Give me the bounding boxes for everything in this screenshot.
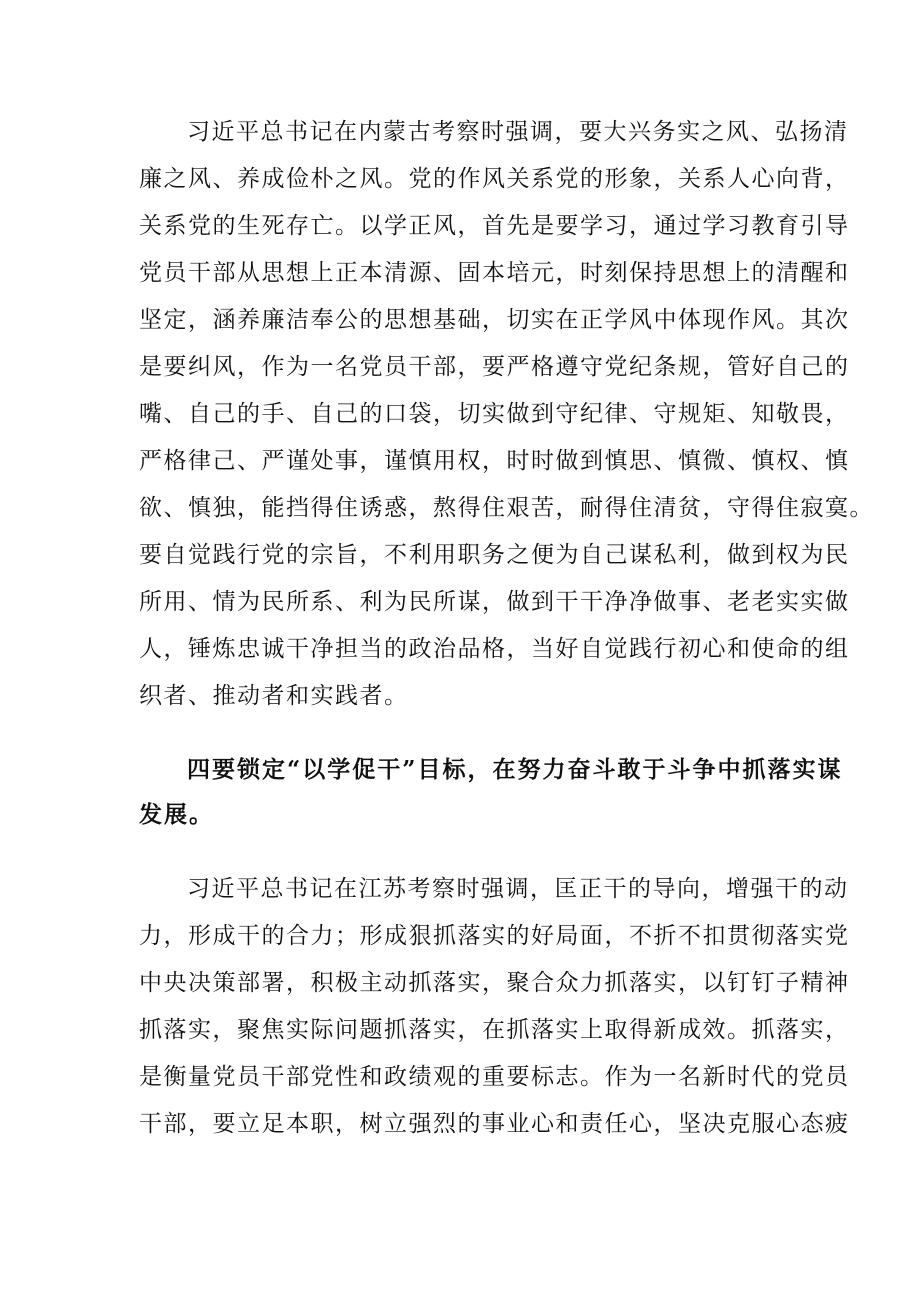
- paragraph-line: 干部，要立足本职，树立强烈的事业心和责任心，坚决克服心态疲: [139, 1111, 850, 1137]
- paragraph-line: 所用、情为民所系、利为民所谋，做到干干净净做事、老老实实做: [139, 589, 850, 615]
- paragraph-line: 欲、慎独，能挡得住诱惑，熬得住艰苦，耐得住清贫，守得住寂寞。: [139, 495, 874, 521]
- heading-line: 四要锁定“以学促干”目标，在努力奋斗敢于斗争中抓落实谋: [187, 756, 843, 783]
- paragraph-line: 人，锤炼忠诚干净担当的政治品格，当好自觉践行初心和使命的组: [139, 636, 850, 662]
- paragraph-line: 关系党的生死存亡。以学正风，首先是要学习，通过学习教育引导: [139, 213, 850, 239]
- paragraph-line: 习近平总书记在内蒙古考察时强调，要大兴务实之风、弘扬清: [187, 119, 849, 145]
- paragraph-line: 廉之风、养成俭朴之风。党的作风关系党的形象，关系人心向背，: [139, 166, 850, 192]
- paragraph-line: 是要纠风，作为一名党员干部，要严格遵守党纪条规，管好自己的: [139, 354, 850, 380]
- paragraph-line: 是衡量党员干部党性和政绩观的重要标志。作为一名新时代的党员: [139, 1064, 850, 1090]
- paragraph-line: 坚定，涵养廉洁奉公的思想基础，切实在正学风中体现作风。其次: [139, 307, 850, 333]
- paragraph-line: 抓落实，聚焦实际问题抓落实，在抓落实上取得新成效。抓落实，: [139, 1017, 850, 1043]
- paragraph-line: 嘴、自己的手、自己的口袋，切实做到守纪律、守规矩、知敬畏，: [139, 401, 850, 427]
- paragraph-line: 中央决策部署，积极主动抓落实，聚合众力抓落实，以钉钉子精神: [139, 970, 850, 996]
- paragraph-line: 习近平总书记在江苏考察时强调，匡正干的导向，增强干的动: [187, 876, 849, 902]
- paragraph-line: 党员干部从思想上正本清源、固本培元，时刻保持思想上的清醒和: [139, 260, 850, 286]
- paragraph-line: 力，形成干的合力；形成狠抓落实的好局面，不折不扣贯彻落实党: [139, 923, 850, 949]
- heading-line: 发展。: [139, 801, 214, 828]
- paragraph-line: 织者、推动者和实践者。: [139, 683, 409, 709]
- paragraph-line: 要自觉践行党的宗旨，不利用职务之便为自己谋私利，做到权为民: [139, 542, 850, 568]
- paragraph-line: 严格律己、严谨处事，谨慎用权，时时做到慎思、慎微、慎权、慎: [139, 448, 850, 474]
